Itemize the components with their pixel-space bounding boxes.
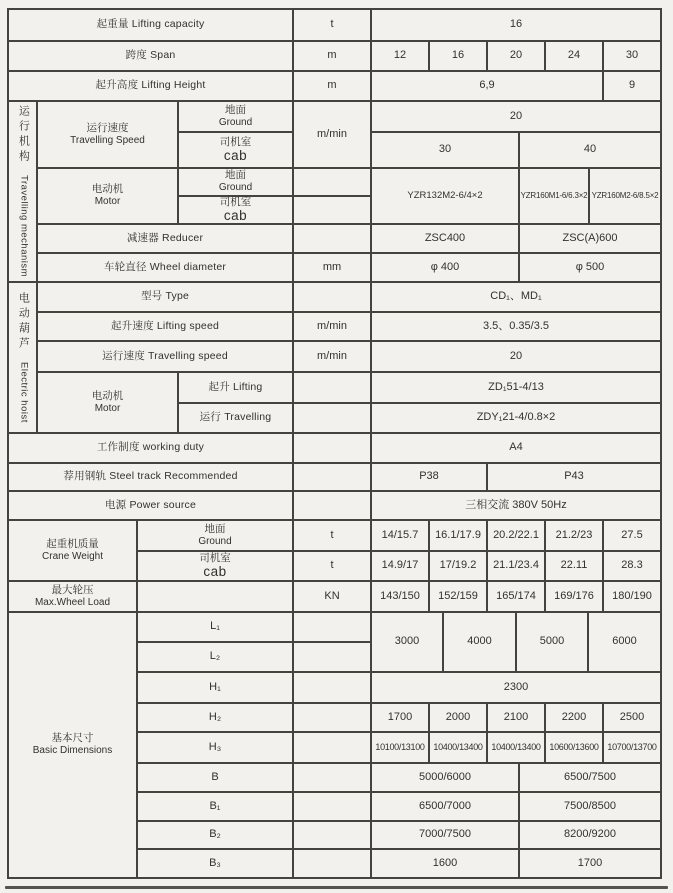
dim-h2-value-4: 2200 <box>545 703 603 732</box>
page-edge-line <box>5 886 668 889</box>
dim-b3-unit <box>293 849 371 878</box>
hoist-lifting-speed-label: 起升速度 Lifting speed <box>37 312 293 341</box>
dim-b-unit <box>293 763 371 792</box>
span-value-24: 24 <box>545 41 603 71</box>
dim-b2-unit <box>293 821 371 849</box>
dim-h2-value-1: 1700 <box>371 703 429 732</box>
dim-l2-unit <box>293 642 371 672</box>
power-source-unit <box>293 491 371 520</box>
working-duty-label: 工作制度 working duty <box>8 433 293 463</box>
crane-weight-cab-value-2: 17/19.2 <box>429 551 487 581</box>
span-label: 跨度 Span <box>8 41 293 71</box>
lifting-capacity-unit: t <box>293 9 371 41</box>
power-source-label: 电源 Power source <box>8 491 293 520</box>
travelling-motor-value-2: YZR160M1-6/6.3×2 <box>519 168 589 224</box>
dim-h2-value-3: 2100 <box>487 703 545 732</box>
steel-track-label: 荐用钢轨 Steel track Recommended <box>8 463 293 491</box>
travelling-motor-ground-sublabel: 地面 Ground <box>178 168 293 196</box>
working-duty-value: A4 <box>371 433 661 463</box>
hoist-type-label: 型号 Type <box>37 282 293 312</box>
lifting-height-label: 起升高度 Lifting Height <box>8 71 293 101</box>
reducer-label: 减速器 Reducer <box>37 224 293 253</box>
crane-weight-cab-value-1: 14.9/17 <box>371 551 429 581</box>
travelling-speed-cab-value-30: 30 <box>371 132 519 168</box>
travelling-motor-unit-cab <box>293 196 371 224</box>
hoist-travelling-speed-value: 20 <box>371 341 661 372</box>
power-source-value: 三相交流 380V 50Hz <box>371 491 661 520</box>
span-value-16: 16 <box>429 41 487 71</box>
steel-track-unit <box>293 463 371 491</box>
hoist-motor-lifting-value: ZD₁51-4/13 <box>371 372 661 403</box>
travelling-motor-cab-sublabel: 司机室 cab <box>178 196 293 224</box>
lifting-height-value-main: 6,9 <box>371 71 603 101</box>
dim-h3-value-4: 10600/13600 <box>545 732 603 763</box>
dim-b1-unit <box>293 792 371 821</box>
crane-weight-ground-value-2: 16.1/17.9 <box>429 520 487 551</box>
dim-h3-sublabel: H₃ <box>137 732 293 763</box>
wheel-diameter-unit: mm <box>293 253 371 282</box>
dim-b2-value-2: 8200/9200 <box>519 821 661 849</box>
hoist-type-unit <box>293 282 371 312</box>
max-wheel-load-unit: KN <box>293 581 371 612</box>
hoist-lifting-speed-value: 3.5、0.35/3.5 <box>371 312 661 341</box>
dim-b3-value-2: 1700 <box>519 849 661 878</box>
dim-h1-value: 2300 <box>371 672 661 703</box>
dim-l-value-1: 3000 <box>371 612 443 672</box>
reducer-unit <box>293 224 371 253</box>
dim-h3-value-1: 10100/13100 <box>371 732 429 763</box>
hoist-motor-lifting-sublabel: 起升 Lifting <box>178 372 293 403</box>
dim-b3-sublabel: B₃ <box>137 849 293 878</box>
lifting-capacity-label: 起重量 Lifting capacity <box>8 9 293 41</box>
travelling-speed-cab-sublabel: 司机室 cab <box>178 132 293 168</box>
dim-h2-unit <box>293 703 371 732</box>
travelling-speed-ground-sublabel: 地面 Ground <box>178 101 293 132</box>
wheel-diameter-value-1: φ 400 <box>371 253 519 282</box>
crane-weight-cab-value-3: 21.1/23.4 <box>487 551 545 581</box>
lifting-capacity-value: 16 <box>371 9 661 41</box>
section-travelling-mechanism <box>8 101 37 282</box>
working-duty-unit <box>293 433 371 463</box>
dim-b2-value-1: 7000/7500 <box>371 821 519 849</box>
max-wheel-load-value-4: 169/176 <box>545 581 603 612</box>
crane-weight-ground-value-4: 21.2/23 <box>545 520 603 551</box>
span-value-20: 20 <box>487 41 545 71</box>
dim-h3-value-3: 10400/13400 <box>487 732 545 763</box>
wheel-diameter-label: 车轮直径 Wheel diameter <box>37 253 293 282</box>
hoist-motor-travelling-sublabel: 运行 Travelling <box>178 403 293 433</box>
steel-track-value-p43: P43 <box>487 463 661 491</box>
reducer-value-1: ZSC400 <box>371 224 519 253</box>
crane-weight-ground-value-5: 27.5 <box>603 520 661 551</box>
travelling-speed-ground-value: 20 <box>371 101 661 132</box>
dim-b1-sublabel: B₁ <box>137 792 293 821</box>
crane-weight-ground-value-3: 20.2/22.1 <box>487 520 545 551</box>
dim-b1-value-2: 7500/8500 <box>519 792 661 821</box>
hoist-motor-label: 电动机 Motor <box>37 372 178 433</box>
crane-weight-ground-unit: t <box>293 520 371 551</box>
travelling-speed-cab-value-40: 40 <box>519 132 661 168</box>
hoist-travelling-speed-unit: m/min <box>293 341 371 372</box>
dim-l-value-3: 5000 <box>516 612 588 672</box>
dim-l-value-2: 4000 <box>443 612 516 672</box>
max-wheel-load-value-2: 152/159 <box>429 581 487 612</box>
travelling-motor-value-1: YZR132M2-6/4×2 <box>371 168 519 224</box>
travelling-speed-unit: m/min <box>293 101 371 168</box>
dim-b1-value-1: 6500/7000 <box>371 792 519 821</box>
reducer-value-2: ZSC(A)600 <box>519 224 661 253</box>
dim-l2-sublabel: L₂ <box>137 642 293 672</box>
dim-h2-value-5: 2500 <box>603 703 661 732</box>
crane-weight-cab-sublabel: 司机室 cab <box>137 551 293 581</box>
crane-weight-label: 起重机质量 Crane Weight <box>8 520 137 581</box>
dim-b-value-1: 5000/6000 <box>371 763 519 792</box>
dim-b3-value-1: 1600 <box>371 849 519 878</box>
travelling-motor-label: 电动机 Motor <box>37 168 178 224</box>
section-electric-hoist-text: 电动葫芦Electric hoist <box>17 292 30 423</box>
dim-h2-sublabel: H₂ <box>137 703 293 732</box>
max-wheel-load-label: 最大轮压 Max.Wheel Load <box>8 581 137 612</box>
span-unit: m <box>293 41 371 71</box>
hoist-travelling-speed-label: 运行速度 Travelling speed <box>37 341 293 372</box>
travelling-motor-value-3: YZR160M2-6/8.5×2 <box>589 168 661 224</box>
dim-h1-sublabel: H₁ <box>137 672 293 703</box>
dim-l1-sublabel: L₁ <box>137 612 293 642</box>
travelling-speed-label: 运行速度 Travelling Speed <box>37 101 178 168</box>
steel-track-value-p38: P38 <box>371 463 487 491</box>
section-travelling-mechanism-text: 运行机构Travelling mechanism <box>17 105 30 278</box>
dim-h3-value-5: 10700/13700 <box>603 732 661 763</box>
dim-b-sublabel: B <box>137 763 293 792</box>
lifting-height-unit: m <box>293 71 371 101</box>
crane-weight-ground-sublabel: 地面 Ground <box>137 520 293 551</box>
span-value-12: 12 <box>371 41 429 71</box>
basic-dimensions-label: 基本尺寸 Basic Dimensions <box>8 612 137 878</box>
dim-h1-unit <box>293 672 371 703</box>
dim-b-value-2: 6500/7500 <box>519 763 661 792</box>
dim-l-value-4: 6000 <box>588 612 661 672</box>
hoist-motor-travelling-value: ZDY₁21-4/0.8×2 <box>371 403 661 433</box>
crane-weight-cab-unit: t <box>293 551 371 581</box>
travelling-motor-unit-ground <box>293 168 371 196</box>
dim-h3-unit <box>293 732 371 763</box>
hoist-type-value: CD₁、MD₁ <box>371 282 661 312</box>
wheel-diameter-value-2: φ 500 <box>519 253 661 282</box>
max-wheel-load-value-3: 165/174 <box>487 581 545 612</box>
max-wheel-load-value-5: 180/190 <box>603 581 661 612</box>
span-value-30: 30 <box>603 41 661 71</box>
max-wheel-load-sublabel-empty <box>137 581 293 612</box>
crane-weight-cab-value-5: 28.3 <box>603 551 661 581</box>
crane-weight-cab-value-4: 22.11 <box>545 551 603 581</box>
dim-h2-value-2: 2000 <box>429 703 487 732</box>
max-wheel-load-value-1: 143/150 <box>371 581 429 612</box>
crane-weight-ground-value-1: 14/15.7 <box>371 520 429 551</box>
lifting-height-value-last: 9 <box>603 71 661 101</box>
hoist-lifting-speed-unit: m/min <box>293 312 371 341</box>
dim-h3-value-2: 10400/13400 <box>429 732 487 763</box>
hoist-motor-unit-lifting <box>293 372 371 403</box>
hoist-motor-unit-travelling <box>293 403 371 433</box>
section-electric-hoist <box>8 282 37 433</box>
dim-l1-unit <box>293 612 371 642</box>
dim-b2-sublabel: B₂ <box>137 821 293 849</box>
